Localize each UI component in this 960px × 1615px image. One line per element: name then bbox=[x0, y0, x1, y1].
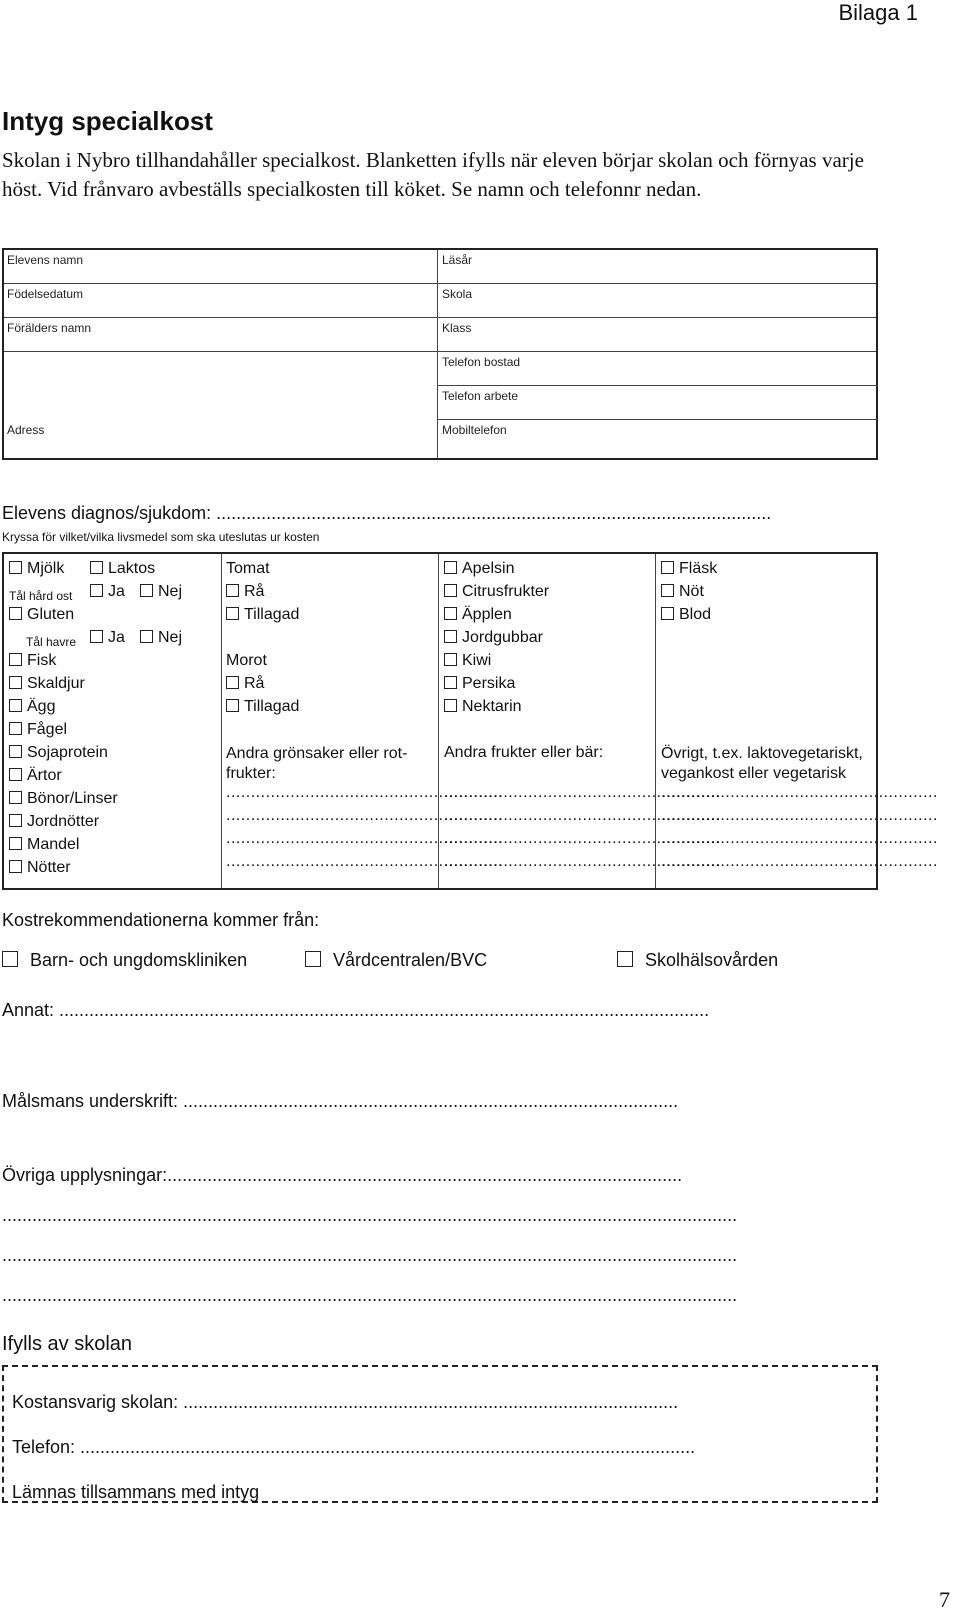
checkbox-vardcentralen[interactable]: Vårdcentralen/BVC bbox=[305, 950, 487, 971]
checkbox-gluten[interactable]: Gluten bbox=[9, 606, 74, 624]
page-header: Bilaga 1 bbox=[838, 0, 918, 25]
column-divider bbox=[221, 554, 222, 888]
checkbox-icon[interactable] bbox=[9, 699, 22, 712]
andra-gronsaker-label: Andra grönsaker eller rot-frukter: bbox=[226, 745, 408, 782]
ovriga-upplysningar-line[interactable]: ................................................................................................................................................... bbox=[2, 1285, 738, 1305]
ovriga-upplysningar-line[interactable]: ................................................................................................................................................... bbox=[2, 1205, 738, 1225]
checkbox-agg[interactable]: Ägg bbox=[9, 698, 55, 716]
checkbox-icon[interactable] bbox=[661, 584, 674, 597]
checkbox-jordgubbar[interactable]: Jordgubbar bbox=[444, 629, 543, 647]
checkbox-barn-ungdomskliniken[interactable]: Barn- och ungdomskliniken bbox=[2, 950, 247, 971]
checkbox-icon[interactable] bbox=[9, 722, 22, 735]
column-divider bbox=[437, 250, 438, 458]
tal-havre-label: Tål havre bbox=[26, 635, 77, 649]
checkbox-blod[interactable]: Blod bbox=[661, 606, 711, 624]
field-telefon-arbete[interactable]: Telefon arbete bbox=[442, 389, 519, 403]
field-adress[interactable]: Adress bbox=[7, 423, 45, 437]
telefon-field[interactable]: Telefon: ........................................................................................................................... bbox=[12, 1437, 696, 1457]
checkbox-icon[interactable] bbox=[661, 561, 674, 574]
checkbox-icon[interactable] bbox=[444, 607, 457, 620]
checkbox-icon[interactable] bbox=[444, 653, 457, 666]
andra-gronsaker-line[interactable]: ........................................................ bbox=[226, 830, 503, 847]
annat-field[interactable]: Annat: .................................................................................................................................. bbox=[2, 1000, 710, 1020]
field-skola[interactable]: Skola bbox=[442, 287, 473, 301]
field-telefon-bostad[interactable]: Telefon bostad bbox=[442, 355, 521, 369]
checkbox-mandel[interactable]: Mandel bbox=[9, 836, 79, 854]
checkbox-apelsin[interactable]: Apelsin bbox=[444, 560, 514, 578]
tomat-label: Tomat bbox=[226, 560, 270, 577]
row-divider bbox=[4, 317, 876, 318]
field-mobiltelefon[interactable]: Mobiltelefon bbox=[442, 423, 507, 437]
andra-gronsaker-line[interactable]: ........................................................ bbox=[226, 853, 503, 870]
row-divider bbox=[4, 351, 876, 352]
checkbox-icon[interactable] bbox=[9, 814, 22, 827]
intro-text: Skolan i Nybro tillhandahåller specialkost. Blanketten ifylls när eleven börjar skolan och förnyas varje höst. Vid frånvaro avbeställs specialkosten till köket. Se namn och telefonnr nedan. bbox=[2, 148, 864, 201]
checkbox-morot-ra[interactable]: Rå bbox=[226, 675, 264, 693]
checkbox-icon[interactable] bbox=[2, 951, 18, 967]
checkbox-fagel[interactable]: Fågel bbox=[9, 721, 67, 739]
tal-hard-ost-label: Tål hård ost bbox=[9, 589, 73, 603]
checkbox-jordnotter[interactable]: Jordnötter bbox=[9, 813, 99, 831]
form-title: Intyg specialkost bbox=[2, 106, 213, 136]
morot-label: Morot bbox=[226, 652, 267, 669]
checkbox-skolhalsovarden[interactable]: Skolhälsovården bbox=[617, 950, 778, 971]
field-lasar[interactable]: Läsår bbox=[442, 253, 473, 267]
student-info-table bbox=[2, 248, 878, 460]
checkbox-icon[interactable] bbox=[444, 561, 457, 574]
checkbox-icon[interactable] bbox=[90, 584, 103, 597]
kostansvarig-field[interactable]: Kostansvarig skolan: ................................................................................................... bbox=[12, 1392, 679, 1412]
andra-frukter-line[interactable]: ........................................................ bbox=[444, 807, 721, 824]
ovrigt-line[interactable]: ........................................................ bbox=[661, 853, 938, 870]
checkbox-icon[interactable] bbox=[140, 584, 153, 597]
checkbox-morot-tillagad[interactable]: Tillagad bbox=[226, 698, 299, 716]
checkbox-icon[interactable] bbox=[9, 561, 22, 574]
checkbox-applen[interactable]: Äpplen bbox=[444, 606, 512, 624]
checkbox-icon[interactable] bbox=[444, 699, 457, 712]
row-divider bbox=[437, 385, 878, 386]
checkbox-citrusfrukter[interactable]: Citrusfrukter bbox=[444, 583, 549, 601]
checkbox-bonor-linser[interactable]: Bönor/Linser bbox=[9, 790, 118, 808]
field-fodelsedatum[interactable]: Födelsedatum bbox=[7, 287, 84, 301]
ovrigt-label: Övrigt, t.ex. laktovegetariskt, vegankost eller vegetarisk bbox=[661, 745, 863, 782]
andra-frukter-line[interactable]: ........................................................ bbox=[444, 830, 721, 847]
checkbox-havre-ja[interactable]: Ja bbox=[90, 629, 125, 647]
checkbox-skaldjur[interactable]: Skaldjur bbox=[9, 675, 85, 693]
checkbox-icon[interactable] bbox=[90, 630, 103, 643]
field-foralders-namn[interactable]: Förälders namn bbox=[7, 321, 92, 335]
andra-gronsaker-line[interactable]: ........................................................ bbox=[226, 784, 503, 801]
checkbox-icon[interactable] bbox=[226, 584, 239, 597]
checkbox-tomat-tillagad[interactable]: Tillagad bbox=[226, 606, 299, 624]
checkbox-icon[interactable] bbox=[140, 630, 153, 643]
checkbox-icon[interactable] bbox=[90, 561, 103, 574]
andra-frukter-line[interactable]: ........................................................ bbox=[444, 853, 721, 870]
ovriga-upplysningar-field[interactable]: Övriga upplysningar:....................................................................................................... bbox=[2, 1165, 683, 1185]
instruction-text: Kryssa för vilket/vilka livsmedel som ska uteslutas ur kosten bbox=[2, 530, 320, 544]
page-number: 7 bbox=[939, 1587, 950, 1612]
ovrigt-line[interactable]: ........................................................ bbox=[661, 830, 938, 847]
checkbox-icon[interactable] bbox=[9, 837, 22, 850]
checkbox-icon[interactable] bbox=[9, 791, 22, 804]
checkbox-mjolk[interactable]: Mjölk bbox=[9, 560, 64, 578]
checkbox-notter[interactable]: Nötter bbox=[9, 859, 71, 877]
field-klass[interactable]: Klass bbox=[442, 321, 472, 335]
checkbox-hard-ost-ja[interactable]: Ja bbox=[90, 583, 125, 601]
checkbox-sojaprotein[interactable]: Sojaprotein bbox=[9, 744, 108, 762]
checkbox-icon[interactable] bbox=[444, 676, 457, 689]
checkbox-persika[interactable]: Persika bbox=[444, 675, 515, 693]
checkbox-flask[interactable]: Fläsk bbox=[661, 560, 717, 578]
checkbox-havre-nej[interactable]: Nej bbox=[140, 629, 182, 647]
checkbox-icon[interactable] bbox=[617, 951, 633, 967]
checkbox-artor[interactable]: Ärtor bbox=[9, 767, 62, 785]
andra-gronsaker-line[interactable]: ........................................................ bbox=[226, 807, 503, 824]
checkbox-not[interactable]: Nöt bbox=[661, 583, 704, 601]
checkbox-icon[interactable] bbox=[226, 607, 239, 620]
checkbox-icon[interactable] bbox=[9, 607, 22, 620]
lamnas-text: Lämnas tillsammans med intyg bbox=[12, 1482, 260, 1502]
checkbox-icon[interactable] bbox=[9, 653, 22, 666]
kost-heading: Kostrekommendationerna kommer från: bbox=[2, 910, 320, 930]
checkbox-icon[interactable] bbox=[444, 584, 457, 597]
food-exclusion-table bbox=[2, 552, 938, 890]
ifylls-av-skolan-heading: Ifylls av skolan bbox=[2, 1333, 133, 1355]
row-divider bbox=[437, 419, 878, 420]
row-divider bbox=[4, 283, 876, 284]
field-elevens-namn[interactable]: Elevens namn bbox=[7, 253, 84, 267]
checkbox-icon[interactable] bbox=[444, 630, 457, 643]
checkbox-tomat-ra[interactable]: Rå bbox=[226, 583, 264, 601]
andra-frukter-line[interactable]: ........................................................ bbox=[444, 784, 721, 801]
checkbox-icon[interactable] bbox=[9, 745, 22, 758]
checkbox-icon[interactable] bbox=[305, 951, 321, 967]
checkbox-icon[interactable] bbox=[9, 768, 22, 781]
checkbox-fisk[interactable]: Fisk bbox=[9, 652, 56, 670]
checkbox-icon[interactable] bbox=[226, 676, 239, 689]
andra-frukter-label: Andra frukter eller bär: bbox=[444, 744, 604, 761]
ovrigt-line[interactable]: ........................................................ bbox=[661, 784, 938, 801]
checkbox-nektarin[interactable]: Nektarin bbox=[444, 698, 522, 716]
checkbox-icon[interactable] bbox=[9, 676, 22, 689]
checkbox-icon[interactable] bbox=[9, 860, 22, 873]
school-section-box bbox=[2, 1365, 878, 1503]
checkbox-kiwi[interactable]: Kiwi bbox=[444, 652, 491, 670]
malsmans-underskrift-field[interactable]: Målsmans underskrift: ................................................................................................... bbox=[2, 1091, 679, 1111]
checkbox-icon[interactable] bbox=[661, 607, 674, 620]
checkbox-hard-ost-nej[interactable]: Nej bbox=[140, 583, 182, 601]
ovrigt-line[interactable]: ........................................................ bbox=[661, 807, 938, 824]
checkbox-icon[interactable] bbox=[226, 699, 239, 712]
diagnosis-field[interactable]: Elevens diagnos/sjukdom: ............................................................................................................... bbox=[2, 503, 772, 523]
ovriga-upplysningar-line[interactable]: ................................................................................................................................................... bbox=[2, 1245, 738, 1265]
checkbox-laktos[interactable]: Laktos bbox=[90, 560, 155, 578]
